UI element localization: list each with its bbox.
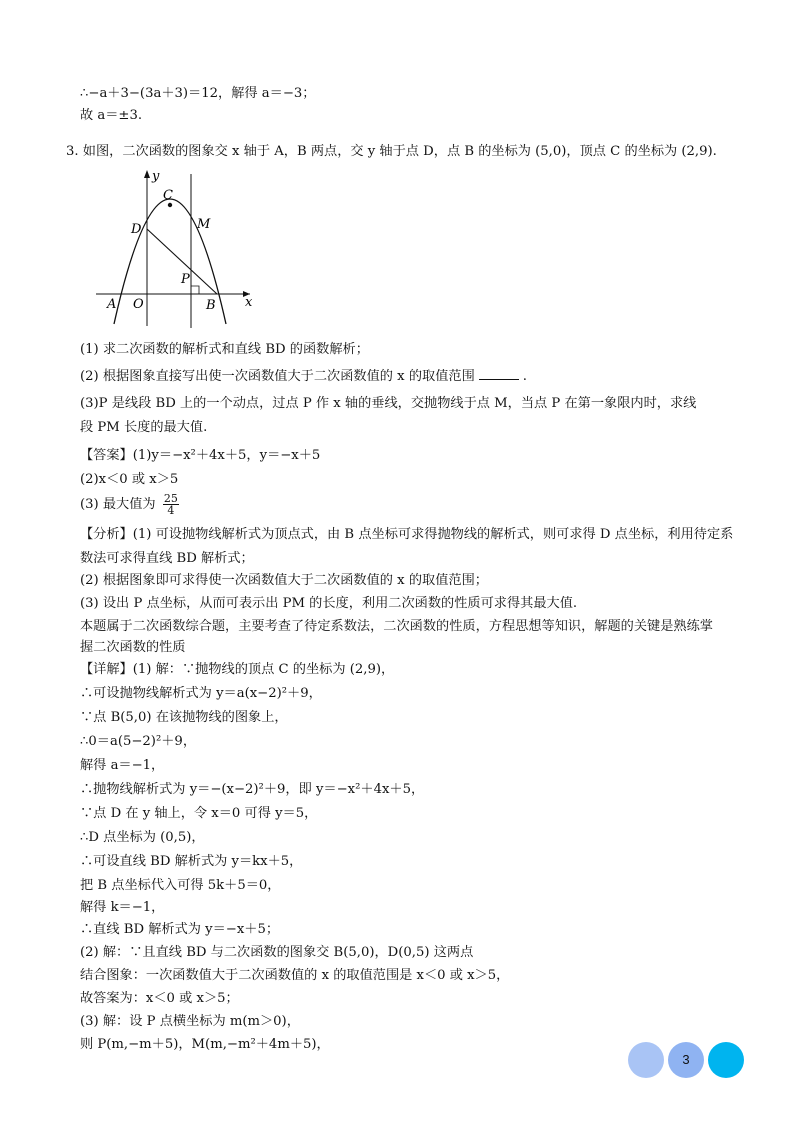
answer-blank: [479, 367, 519, 380]
label-a: A: [107, 297, 117, 312]
detail-line: (3) 解：设 P 点横坐标为 m(m＞0)，: [80, 1014, 300, 1029]
detail-line: ∵点 D 在 y 轴上，令 x＝0 可得 y＝5，: [80, 806, 318, 821]
question-part-2: (2) 根据图象直接写出使一次函数值大于二次函数值的 x 的取值范围 .: [80, 369, 527, 384]
answer-line-1: 【答案】(1)y＝−x²＋4x＋5，y＝−x＋5: [80, 448, 321, 463]
detail-line: ∴可设抛物线解析式为 y＝a(x−2)²＋9，: [80, 686, 322, 701]
detail-line: ∴D 点坐标为 (0,5)，: [80, 830, 205, 845]
answer-line-3: (3) 最大值为 $\frac{25}{4}$: [80, 492, 178, 517]
analysis-line: (3) 设出 P 点坐标，从而可表示出 PM 的长度，利用二次函数的性质可求得其最大值.: [80, 596, 578, 611]
answer-fraction: $\frac{25}{4}$: [163, 492, 178, 517]
analysis-line: (2) 根据图象即可求得使一次函数值大于二次函数值的 x 的取值范围；: [80, 573, 488, 588]
label-b: B: [206, 298, 216, 313]
label-o: O: [133, 297, 144, 312]
decorative-dot-right: [708, 1042, 744, 1078]
analysis-line: 本题属于二次函数综合题，主要考查了待定系数法，二次函数的性质，方程思想等知识，解题的关键是熟练掌: [80, 619, 713, 634]
detail-line: 结合图象：一次函数值大于二次函数值的 x 的取值范围是 x＜0 或 x＞5，: [80, 968, 510, 983]
label-m: M: [197, 217, 211, 232]
detail-line: 解得 k＝−1，: [80, 900, 165, 915]
detail-line: 【详解】(1) 解：∵抛物线的顶点 C 的坐标为 (2,9)，: [80, 662, 395, 677]
text-line: 故 a＝±3.: [80, 108, 143, 123]
question-number: 3.: [66, 144, 79, 159]
parabola-figure: [90, 168, 270, 330]
right-angle-mark: [191, 286, 199, 294]
detail-line: 解得 a＝−1，: [80, 758, 165, 773]
page-number: 3: [682, 1052, 690, 1067]
detail-line: ∴可设直线 BD 解析式为 y＝kx＋5，: [80, 854, 303, 869]
page-number-badge: [628, 1040, 746, 1080]
question-part-1: (1) 求二次函数的解析式和直线 BD 的函数解析；: [80, 342, 369, 357]
analysis-line: 数法可求得直线 BD 解析式；: [80, 551, 254, 566]
label-x: x: [245, 295, 253, 310]
text-line: ∴−a＋3−(3a＋3)＝12，解得 a＝−3；: [80, 86, 316, 101]
analysis-line: 握二次函数的性质: [80, 640, 186, 655]
detail-line: ∵点 B(5,0) 在该抛物线的图象上，: [80, 710, 288, 725]
label-c: C: [163, 188, 173, 203]
detail-line: ∴直线 BD 解析式为 y＝−x＋5；: [80, 922, 280, 937]
label-d: D: [131, 222, 142, 237]
question-text: 如图，二次函数的图象交 x 轴于 A，B 两点，交 y 轴于点 D，点 B 的坐标为 (5,0)，顶点 C 的坐标为 (2,9).: [82, 144, 717, 159]
question-stem: [66, 142, 717, 162]
detail-line: 则 P(m,−m＋5)，M(m,−m²＋4m＋5)，: [80, 1037, 330, 1052]
vertex-point-c: [168, 203, 172, 207]
answer-line-2: (2)x＜0 或 x＞5: [80, 472, 179, 487]
detail-line: (2) 解：∵且直线 BD 与二次函数的图象交 B(5,0)，D(0,5) 这两点: [80, 945, 474, 960]
detail-line: 故答案为：x＜0 或 x＞5；: [80, 991, 239, 1006]
detail-line: ∴抛物线解析式为 y＝−(x−2)²＋9，即 y＝−x²＋4x＋5，: [80, 782, 425, 797]
question-part-3-cont: 段 PM 长度的最大值.: [80, 420, 208, 435]
y-axis-arrow: [144, 170, 150, 178]
detail-line: ∴0＝a(5−2)²＋9，: [80, 734, 197, 749]
question-part-3: (3)P 是线段 BD 上的一个动点，过点 P 作 x 轴的垂线，交抛物线于点 M，当点 P 在第一象限内时，求线: [80, 396, 697, 411]
label-p: P: [181, 272, 190, 287]
detail-line: 把 B 点坐标代入可得 5k＋5＝0，: [80, 878, 281, 893]
decorative-dot-left: [628, 1042, 664, 1078]
label-y: y: [152, 169, 160, 184]
analysis-line: 【分析】(1) 可设抛物线解析式为顶点式，由 B 点坐标可求得抛物线的解析式，则可求得 D 点坐标，利用待定系: [80, 527, 734, 542]
